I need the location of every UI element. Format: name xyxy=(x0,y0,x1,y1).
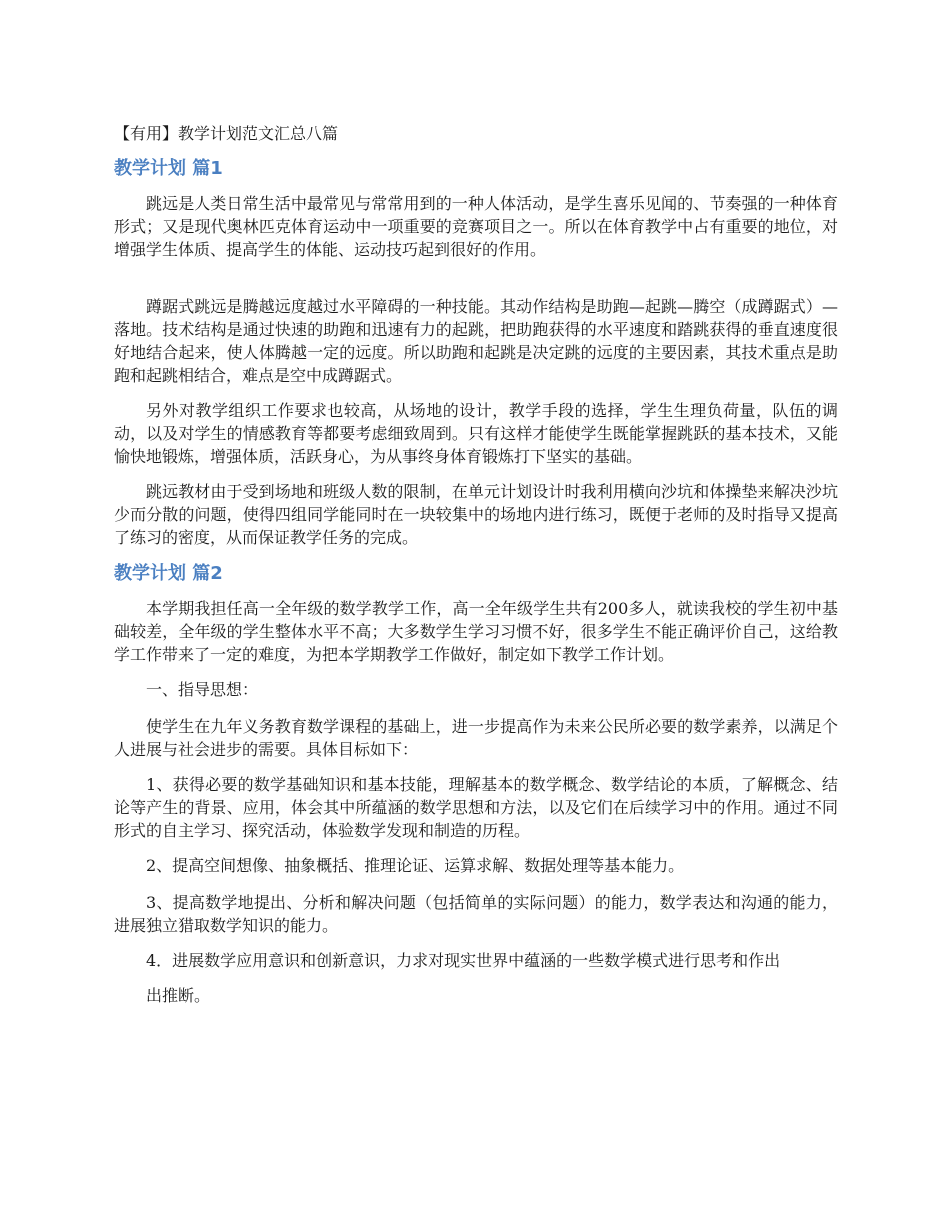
paragraph: 跳远是人类日常生活中最常见与常常用到的一种人体活动，是学生喜乐见闻的、节奏强的一种体育形式；又是现代奥林匹克体育运动中一项重要的竞赛项目之一。所以在体育教学中占有重要的地位，对增强学生体质、提高学生的体能、运动技巧起到很好的作用。 xyxy=(114,194,838,259)
paragraph: 跳远教材由于受到场地和班级人数的限制，在单元计划设计时我利用横向沙坑和体操垫来解决沙坑少而分散的问题，使得四组同学能同时在一块较集中的场地内进行练习，既便于老师的及时指导又提高了练习的密度，从而保证教学任务的完成。 xyxy=(114,482,838,547)
section-2 xyxy=(114,561,838,1007)
paragraph: 本学期我担任高一全年级的数学教学工作，高一全年级学生共有200多人，就读我校的学生初中基础较差，全年级的学生整体水平不高；大多数学生学习习惯不好，很多学生不能正确评价自己，这给教学工作带来了一定的难度，为把本学期教学工作做好，制定如下教学工作计划。 xyxy=(114,599,838,664)
paragraph: 4．进展数学应用意识和创新意识，力求对现实世界中蕴涵的一些数学模式进行思考和作出 xyxy=(146,951,781,970)
paragraph: 1、获得必要的数学基础知识和基本技能，理解基本的数学概念、数学结论的本质，了解概念、结论等产生的背景、应用，体会其中所蕴涵的数学思想和方法，以及它们在后续学习中的作用。通过不同形式的自主学习、探究活动，体验数学发现和制造的历程。 xyxy=(114,775,838,840)
section-heading: 教学计划 篇2 xyxy=(114,563,223,584)
paragraph: 出推断。 xyxy=(146,986,211,1005)
section-heading: 教学计划 篇1 xyxy=(114,158,223,179)
paragraph: 3、提高数学地提出、分析和解决问题（包括简单的实际问题）的能力，数学表达和沟通的能力，进展独立猎取数学知识的能力。 xyxy=(114,893,838,935)
paragraph: 一、指导思想： xyxy=(146,680,259,699)
paragraph: 另外对教学组织工作要求也较高，从场地的设计，教学手段的选择，学生生理负荷量，队伍的调动，以及对学生的情感教育等都要考虑细致周到。只有这样才能使学生既能掌握跳跃的基本技术，又能愉快地锻炼，增强体质，活跃身心，为从事终身体育锻炼打下坚实的基础。 xyxy=(114,401,838,466)
section-1 xyxy=(114,156,838,549)
paragraph: 2、提高空间想像、抽象概括、推理论证、运算求解、数据处理等基本能力。 xyxy=(146,856,685,875)
document-page xyxy=(114,122,838,1019)
document-title: 【有用】教学计划范文汇总八篇 xyxy=(114,124,339,143)
paragraph: 使学生在九年义务教育数学课程的基础上，进一步提高作为未来公民所必要的数学素养，以满足个人进展与社会进步的需要。具体目标如下： xyxy=(114,717,838,759)
paragraph: 蹲踞式跳远是腾越远度越过水平障碍的一种技能。其动作结构是助跑—起跳—腾空（成蹲踞式）—落地。技术结构是通过快速的助跑和迅速有力的起跳，把助跑获得的水平速度和踏跳获得的垂直速度很好地结合起来，使人体腾越一定的远度。所以助跑和起跳是决定跳的远度的主要因素，其技术重点是助跑和起跳相结合，难点是空中成蹲踞式。 xyxy=(114,297,838,385)
